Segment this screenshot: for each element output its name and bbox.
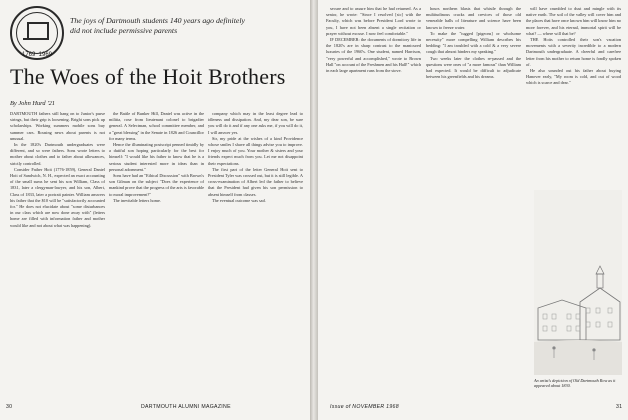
illustration-caption: An artist's depiction of Old Dartmouth Row as it appeared about 1830.	[534, 378, 616, 389]
article-byline: By John Hurd '21	[10, 100, 55, 107]
paragraph: The first part of the letter General Hoit sent to President Tyler was crossed out, but it is still legible. A cross-examination of Albert led the father to believe that the President had given his son permission to absent himself from classes.	[208, 166, 303, 197]
paragraph: DARTMOUTH fathers still hang on to Junior's purse strings, but their grip is loosening. Bright sons pick up scholarships. Working summers mobile sons buy summer cars. Rousing news about parents is not unusual.	[10, 111, 105, 141]
article-title: The Woes of the Hoit Brothers	[10, 64, 286, 89]
paragraph: To make the "tugged [pigeons] or wholsome necessity" more compelling William describes his bedding: "I am troubled with a cold & a very severe cough that almost hinders my speaking."	[426, 30, 521, 55]
dartmouth-seal-logo	[10, 6, 64, 60]
right-column-2	[426, 6, 521, 396]
right-column-1	[326, 6, 421, 396]
paragraph: will have crumbled to dust and mingle with its native earth. The soil of the valley will cover him and the places that have once known him will know him no more forever, and his eternal, immortal spirit will be what? — where will that be?	[526, 6, 621, 36]
paragraph: He also sounded out his father about buying Hanover early, "My room is cold, and out of wood which is scarce and dear."	[526, 68, 621, 86]
left-column-2	[109, 111, 204, 204]
building-sketch-icon	[534, 190, 622, 375]
seal-emblem-icon	[16, 12, 58, 54]
article-tagline: The joys of Dartmouth students 140 years ago definitely did not include permissive parents	[70, 16, 245, 35]
paragraph: In the 1820's Dartmouth undergraduates were different, and so were fathers. Sons wrote letters to mother about clothes and to father about allowances, strictly controlled.	[10, 142, 105, 166]
seal-year-left: 1769	[22, 52, 36, 58]
left-column-1	[10, 111, 105, 229]
magazine-name: DARTMOUTH ALUMNI MAGAZINE	[141, 404, 231, 410]
paragraph: Sir, my pride at the wishes of a kind Providence whose smiles I shave all things advise you to improve. I enjoy much of you. Your mother & sisters and your friends expect much from you. Let me not disappoint their expectations.	[208, 135, 303, 166]
left-page	[0, 0, 310, 420]
page-number-right: 31	[616, 404, 623, 410]
paragraph: Sons have had an "Ethical Discussion" with Brown's son Gilman on the subject "Does the experience of mankind prove that the progress of the arts is favorable to moral improvement?"	[109, 173, 204, 197]
paragraph: Consider Father Hoit (1776-1859), General Daniel Hoit of Sandwich, N. H., expected an exact accounting of the small sums he sent his son William, Class of 1831, later a clergyman-lawyer, and his son, Albert, Class of 1833, later a portrait painter. William answers his father that the $10 will be "satisfactorily accounted for." He does not elucidate about "some disturbances in our class which are now done away with" (letters home are filled with information father and mother would like and not about what was happening).	[10, 166, 105, 228]
paragraph: The inevitable letters home.	[113, 197, 161, 203]
seal-year-right: 1969	[38, 52, 52, 58]
paragraph: Two weeks later the clothes re-passed and the questions were ones of "a more famous" than William had expected. It would be difficult to adjudicate between his greenfields and his dreams.	[426, 55, 521, 80]
paragraph: THE Hoits controlled their son's vacation movements with a severity incredible to a modern Dartmouth undergraduate. A cheerful and carefree letter from his mother to return home is fondly spoken of.	[526, 37, 621, 67]
paragraph: company which may in the least degree lead to idleness and dissipation. And, my dear son, be sure you will do it and if any one asks me, if you will do it, I will answer yes.	[208, 111, 303, 135]
page-number-left: 30	[6, 404, 13, 410]
issue-date: Issue of NOVEMBER 1968	[330, 404, 399, 410]
page-gutter	[310, 0, 318, 420]
paragraph: Hence the illuminating postscript penned timidly by a dutiful son hoping particularly for the best for himself: "I would like his father to know that he is a serious student interested more in ideas than in personal adornment."	[109, 142, 204, 172]
paragraph: IF DECEMBER: the documents of dormitory life in the 1820's are in sharp contrast to the manicured luxuries of the 1960's. One student, named Harrison, "very powerful and accomplished," wrote to Brown Hall "on account of the Freshmen and his Hall!" which in each large apartment runs from the stove.	[326, 37, 421, 74]
right-page	[318, 0, 628, 420]
paragraph: The eventual outcome was sad.	[212, 197, 266, 203]
paragraph: hours northern blasts that whistle through the multitudinous cracks and crevices of those old venerable halls of literature and science have been known to freeze water.	[426, 6, 521, 30]
right-column-3	[526, 6, 621, 186]
left-column-3	[208, 111, 303, 204]
paragraph: the Battle of Bunker Hill, Daniel was active in the militia, rose from lieutenant colonel to brigadier general. A Selectman, school committee member, and a "great blessing" in the Senate in 1826 and Councillor for many terms.	[109, 111, 204, 141]
paragraph: secure and to assure him that he had returned. As a senior, he wrote: "Since I resolved [sic] with the Faculty, which was before President Lord wrote to you, I have not been absent a single recitation or prayer without excuse. I now feel comfortable."	[326, 6, 421, 36]
dartmouth-row-illustration	[534, 190, 622, 375]
